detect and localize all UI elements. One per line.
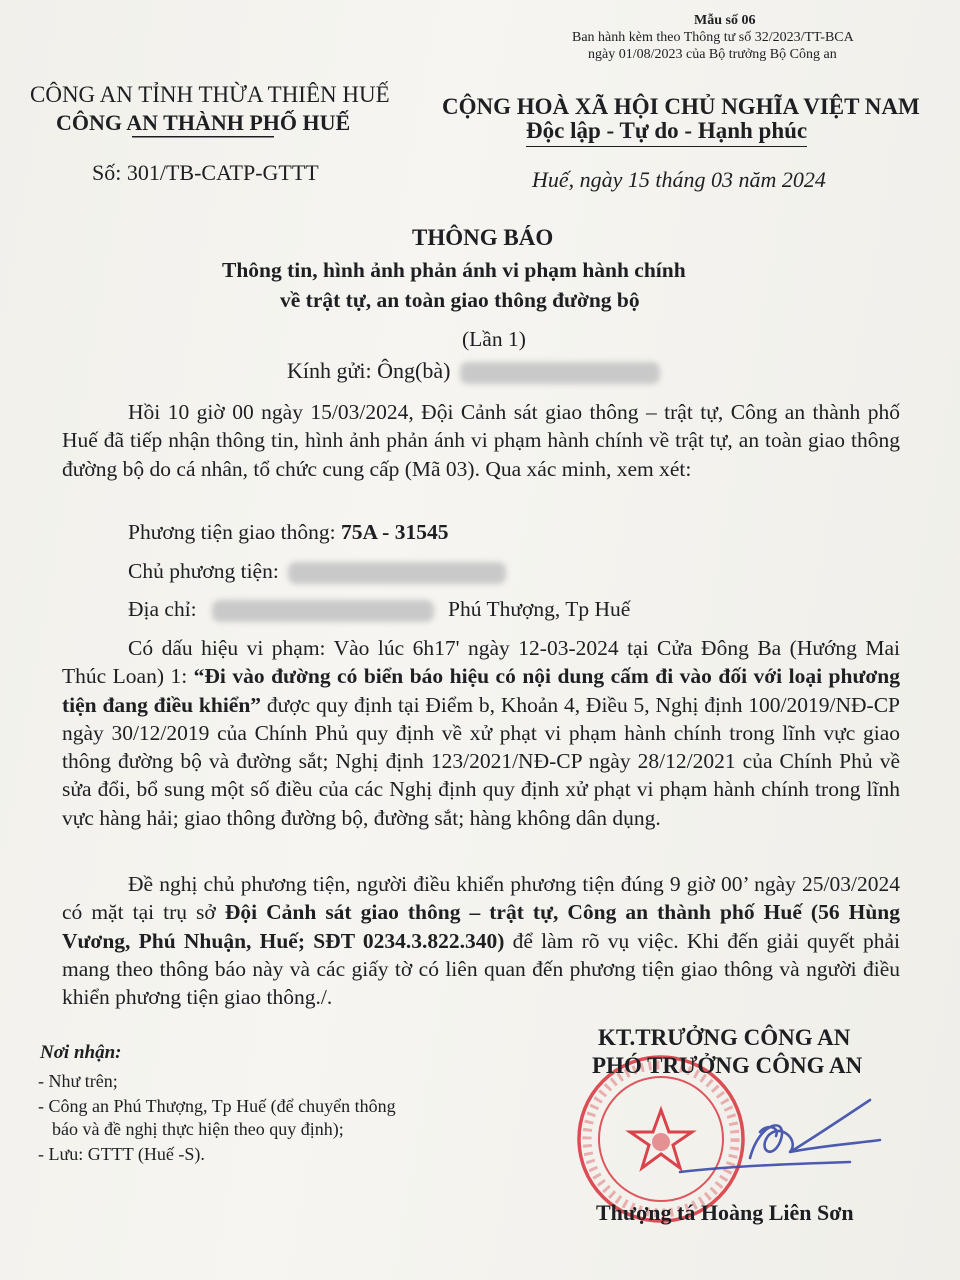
document-title: THÔNG BÁO	[412, 225, 554, 250]
violation-paragraph	[62, 634, 900, 832]
form-number: Mẫu số 06	[694, 13, 756, 28]
owner-line	[128, 559, 506, 584]
recipient-item: - Như trên;	[38, 1071, 118, 1091]
signature-authority-line2: PHÓ TRƯỞNG CÔNG AN	[592, 1053, 863, 1078]
national-motto-text: Độc lập - Tự do - Hạnh phúc	[526, 118, 807, 147]
recipient-item: - Lưu: GTTT (Huế -S).	[38, 1144, 205, 1164]
signature-authority-line1: KT.TRƯỞNG CÔNG AN	[598, 1025, 851, 1050]
addressee-line	[287, 358, 660, 384]
address-line	[128, 597, 630, 622]
address-visible: Phú Thượng, Tp Huế	[448, 597, 631, 621]
signer-name: Thượng tá Hoàng Liên Sơn	[596, 1200, 854, 1225]
request-paragraph	[62, 870, 900, 1011]
owner-label: Chủ phương tiện:	[128, 559, 279, 583]
handwritten-signature	[640, 1080, 890, 1190]
addressee-label: Kính gửi: Ông(bà)	[287, 358, 451, 383]
recipient-item: - Công an Phú Thượng, Tp Huế (để chuyển thông	[38, 1096, 396, 1116]
document-subtitle-line2: về trật tự, an toàn giao thông đường bộ	[280, 288, 640, 312]
place-and-date: Huế, ngày 15 tháng 03 năm 2024	[532, 167, 826, 192]
issuing-agency	[56, 110, 350, 138]
request-closing: để làm rõ vụ việc. Khi đến giải quyết phải mang theo thông báo này và các giấy tờ có liên quan đến phương tiện giao thông và người điều khiển phương tiện giao thông./.	[62, 928, 900, 1010]
violation-legal-basis: được quy định tại Điểm b, Khoản 4, Điều 5, Nghị định 100/2019/NĐ-CP ngày 30/12/2019 của Chính Phủ quy định về xử phạt vi phạm hành chính trong lĩnh vực giao thông đường bộ và đường sắt; Nghị định 123/2021/NĐ-CP ngày 28/12/2021 của Chính Phủ về sửa đổi, bổ sung một số điều của các Nghị định quy định xử phạt vi phạm hành chính trong lĩnh vực hàng hải; giao thông đường bộ, đường sắt; hàng không dân dụng.	[62, 692, 900, 830]
national-title: CỘNG HOÀ XÃ HỘI CHỦ NGHĨA VIỆT NAM	[442, 94, 920, 119]
request-intro: Đề nghị chủ phương tiện, người điều khiển phương tiện đúng 9 giờ 00’ ngày 25/03/2024 có mặt tại trụ sở	[62, 872, 900, 925]
parent-agency: CÔNG AN TỈNH THỪA THIÊN HUẾ	[30, 82, 390, 107]
vehicle-plate: 75A - 31545	[340, 520, 449, 544]
recipient-item: báo và đề nghị thực hiện theo quy định);	[52, 1119, 344, 1139]
address-label: Địa chỉ:	[128, 597, 197, 621]
redacted-address	[212, 600, 434, 622]
violation-intro: Có dấu hiệu vi phạm: Vào lúc 6h17' ngày 12-03-2024 tại Cửa Đông Ba (Hướng Mai Thúc Loan) 1:	[62, 636, 900, 689]
issue-number: (Lần 1)	[462, 327, 526, 351]
vehicle-label: Phương tiện giao thông:	[128, 520, 341, 544]
template-reference-line2: ngày 01/08/2023 của Bộ trưởng Bộ Công an	[588, 47, 837, 62]
issuing-agency-text: CÔNG AN THÀNH PHỐ HUẾ	[56, 110, 350, 138]
violation-description: “Đi vào đường có biển báo hiệu có nội dung cấm đi vào đối với loại phương tiện đang điều khiển”	[62, 664, 900, 717]
request-location: Đội Cảnh sát giao thông – trật tự, Công an thành phố Huế (56 Hùng Vương, Phú Nhuận, Huế; SĐT 0234.3.822.340)	[62, 900, 900, 953]
document-number: Số: 301/TB-CATP-GTTT	[92, 160, 319, 185]
document-subtitle-line1: Thông tin, hình ảnh phản ánh vi phạm hành chính	[222, 258, 686, 282]
vehicle-line	[128, 520, 448, 545]
national-motto	[526, 118, 807, 147]
recipients-heading: Nơi nhận:	[40, 1042, 122, 1063]
redacted-addressee-name	[460, 362, 660, 384]
redacted-owner-name	[288, 562, 506, 584]
intro-paragraph: Hồi 10 giờ 00 ngày 15/03/2024, Đội Cảnh sát giao thông – trật tự, Công an thành phố Huế đã tiếp nhận thông tin, hình ảnh phản ánh vi phạm hành chính về trật tự, an toàn giao thông đường bộ do cá nhân, tổ chức cung cấp (Mã 03). Qua xác minh, xem xét:	[62, 400, 900, 481]
template-reference-line1: Ban hành kèm theo Thông tư số 32/2023/TT-BCA	[572, 30, 854, 45]
